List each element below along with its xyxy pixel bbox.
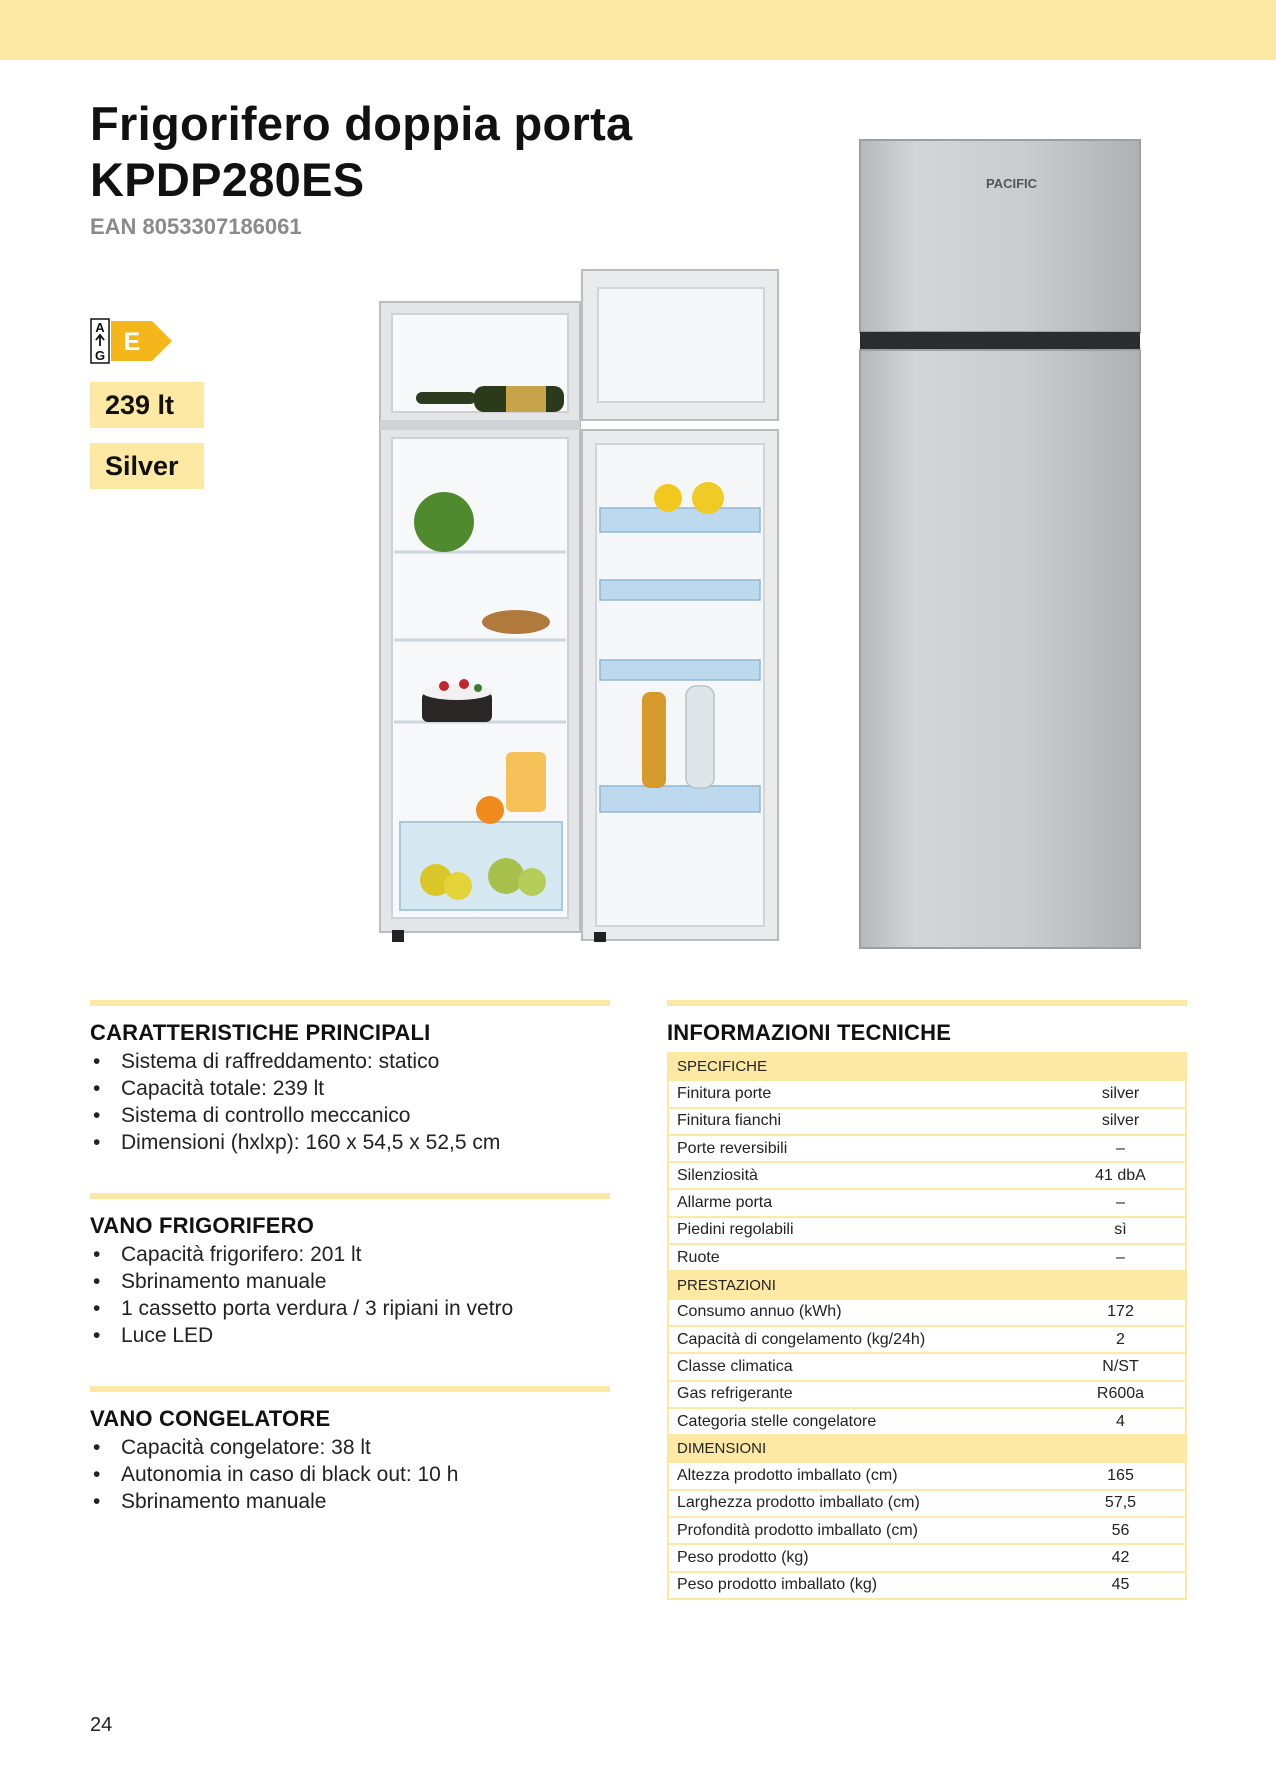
spec-value: – — [1056, 1135, 1186, 1162]
water-bottle-icon — [686, 686, 714, 788]
lettuce-icon — [414, 492, 474, 552]
feature-section — [90, 1193, 610, 1349]
spec-group-name: PRESTAZIONI — [668, 1271, 1186, 1298]
technical-info — [667, 1000, 1187, 1690]
lemon-icon — [654, 484, 682, 512]
spec-value: 56 — [1056, 1517, 1186, 1544]
feature-item: • Capacità totale: 239 lt — [90, 1075, 610, 1102]
table-row — [668, 1135, 1186, 1162]
spec-value: 172 — [1056, 1299, 1186, 1326]
feature-item: • Luce LED — [90, 1322, 610, 1349]
table-row — [668, 1189, 1186, 1216]
table-row — [668, 1299, 1186, 1326]
section-rule — [90, 1000, 610, 1006]
spec-label: Gas refrigerante — [668, 1381, 1056, 1408]
section-rule — [90, 1193, 610, 1199]
spec-label: Classe climatica — [668, 1353, 1056, 1380]
capacity-badge: 239 lt — [90, 382, 204, 428]
feature-item: • Sistema di controllo meccanico — [90, 1102, 610, 1129]
table-row — [668, 1517, 1186, 1544]
spec-value: silver — [1056, 1080, 1186, 1107]
table-row — [668, 1244, 1186, 1271]
spec-value: 42 — [1056, 1544, 1186, 1571]
spec-label: Allarme porta — [668, 1189, 1056, 1216]
table-row — [668, 1572, 1186, 1599]
spec-value: R600a — [1056, 1381, 1186, 1408]
feature-section — [90, 1386, 610, 1515]
spec-value: – — [1056, 1244, 1186, 1271]
energy-label — [90, 318, 174, 364]
spec-value: 2 — [1056, 1326, 1186, 1353]
spec-label: Porte reversibili — [668, 1135, 1056, 1162]
section-title: VANO FRIGORIFERO — [90, 1213, 315, 1238]
spec-value: 57,5 — [1056, 1490, 1186, 1517]
ean-code: EAN 8053307186061 — [90, 214, 302, 239]
table-row — [668, 1108, 1186, 1135]
section-rule — [667, 1000, 1187, 1006]
brand-logo: PACIFIC — [986, 176, 1038, 191]
liquor-bottle-icon — [642, 692, 666, 788]
spec-value: 4 — [1056, 1408, 1186, 1435]
spec-label: Consumo annuo (kWh) — [668, 1299, 1056, 1326]
spec-value: silver — [1056, 1108, 1186, 1135]
fridge-closed-image — [856, 136, 1146, 951]
fridge-open-image — [366, 262, 806, 962]
spec-label: Peso prodotto (kg) — [668, 1544, 1056, 1571]
table-row — [668, 1353, 1186, 1380]
table-row — [668, 1490, 1186, 1517]
energy-scale-bottom: G — [94, 348, 106, 363]
spec-value: N/ST — [1056, 1353, 1186, 1380]
spec-value: sì — [1056, 1217, 1186, 1244]
page-number: 24 — [90, 1714, 113, 1736]
energy-scale-top: A — [95, 320, 105, 335]
product-title — [90, 96, 632, 208]
feature-section — [90, 1000, 610, 1156]
table-row — [668, 1162, 1186, 1189]
table-row — [668, 1080, 1186, 1107]
spec-value: – — [1056, 1189, 1186, 1216]
table-row — [668, 1408, 1186, 1435]
spec-label: Profondità prodotto imballato (cm) — [668, 1517, 1056, 1544]
feature-list — [90, 1434, 610, 1515]
spec-group-name: DIMENSIONI — [668, 1435, 1186, 1462]
spec-label: Altezza prodotto imballato (cm) — [668, 1462, 1056, 1489]
feature-item: • 1 cassetto porta verdura / 3 ripiani in vetro — [90, 1295, 610, 1322]
feature-list — [90, 1048, 610, 1156]
feature-item: • Capacità frigorifero: 201 lt — [90, 1241, 610, 1268]
spec-label: Piedini regolabili — [668, 1217, 1056, 1244]
table-row — [668, 1381, 1186, 1408]
spec-label: Peso prodotto imballato (kg) — [668, 1572, 1056, 1599]
spec-table — [667, 1052, 1187, 1600]
feature-item: • Dimensioni (hxlxp): 160 x 54,5 x 52,5 cm — [90, 1129, 610, 1156]
spec-value: 45 — [1056, 1572, 1186, 1599]
spec-label: Larghezza prodotto imballato (cm) — [668, 1490, 1056, 1517]
table-row — [668, 1217, 1186, 1244]
spec-label: Silenziosità — [668, 1162, 1056, 1189]
spec-group-name: SPECIFICHE — [668, 1053, 1186, 1080]
spec-group-header — [668, 1271, 1186, 1298]
product-model: KPDP280ES — [90, 153, 365, 206]
top-accent-bar — [0, 0, 1276, 60]
spec-label: Capacità di congelamento (kg/24h) — [668, 1326, 1056, 1353]
spec-value: 165 — [1056, 1462, 1186, 1489]
feature-item: • Capacità congelatore: 38 lt — [90, 1434, 610, 1461]
spec-label: Finitura fianchi — [668, 1108, 1056, 1135]
feature-item: • Sistema di raffreddamento: statico — [90, 1048, 610, 1075]
product-title-line1: Frigorifero doppia porta — [90, 97, 633, 150]
energy-class: E — [123, 328, 141, 356]
ginger-icon — [482, 610, 550, 634]
spec-group-header — [668, 1435, 1186, 1462]
energy-class-arrow — [111, 321, 172, 361]
section-title: VANO CONGELATORE — [90, 1406, 331, 1431]
feature-item: • Autonomia in caso di black out: 10 h — [90, 1461, 610, 1488]
table-row — [668, 1544, 1186, 1571]
section-title: CARATTERISTICHE PRINCIPALI — [90, 1020, 431, 1045]
feature-item: • Sbrinamento manuale — [90, 1268, 610, 1295]
table-row — [668, 1462, 1186, 1489]
spec-label: Ruote — [668, 1244, 1056, 1271]
feature-item: • Sbrinamento manuale — [90, 1488, 610, 1515]
section-rule — [90, 1386, 610, 1392]
spec-group-header — [668, 1053, 1186, 1080]
spec-value: 41 dbA — [1056, 1162, 1186, 1189]
table-row — [668, 1326, 1186, 1353]
technical-info-title: INFORMAZIONI TECNICHE — [667, 1020, 952, 1045]
feature-list — [90, 1241, 610, 1349]
color-badge: Silver — [90, 443, 204, 489]
spec-label: Categoria stelle congelatore — [668, 1408, 1056, 1435]
spec-label: Finitura porte — [668, 1080, 1056, 1107]
